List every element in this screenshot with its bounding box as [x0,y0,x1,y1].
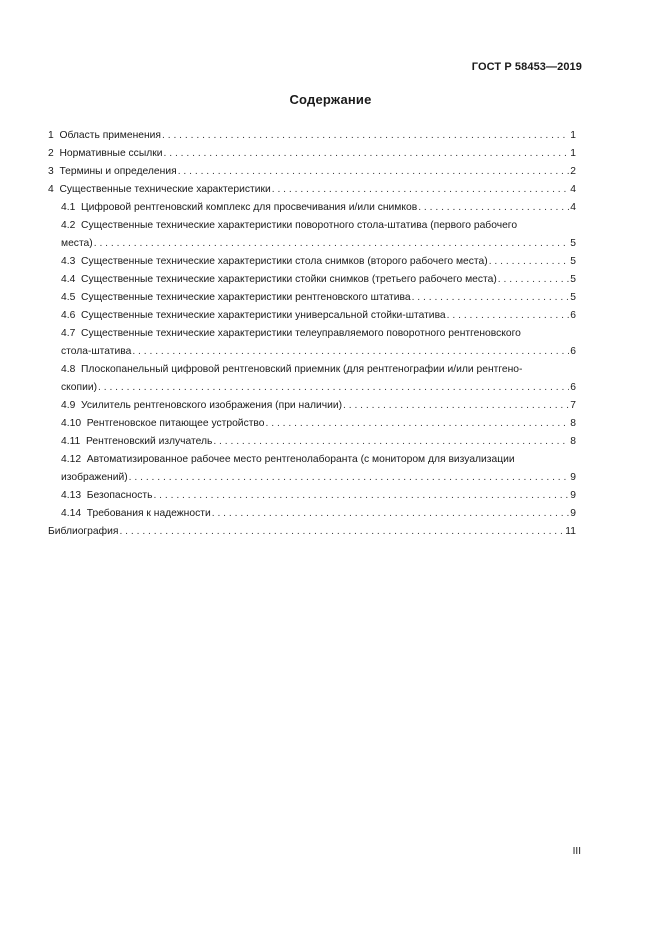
toc-entry-text: скопии) [61,382,98,393]
leader-dots [213,433,569,451]
toc-entry-page: 6 [570,382,576,393]
leader-dots [98,379,569,397]
toc-entry-text: 4.5 Существенные технические характеристики рентгеновского штатива [61,292,411,303]
leader-dots [212,505,570,523]
toc-entry-text: 4 Существенные технические характеристики [48,184,271,195]
leader-dots [132,343,569,361]
leader-dots [153,487,569,505]
leader-dots [498,271,569,289]
toc-entry-text: 1 Область применения [48,130,162,141]
page-number: III [572,846,581,857]
toc-entry-page: 5 [570,256,576,267]
toc-entry[interactable] [48,199,576,217]
leader-dots [343,397,569,415]
toc-entry-page: 5 [570,274,576,285]
toc-entry-page: 9 [570,508,576,519]
toc-entry-text-first-line: 4.8 Плоскопанельный цифровой рентгеновский приемник (для рентгенографии и/или рентгено- [61,364,523,375]
leader-dots [119,523,564,541]
leader-dots [266,415,570,433]
toc-entry-text: 4.11 Рентгеновский излучатель [61,436,213,447]
standard-code: ГОСТ Р 58453—2019 [471,61,582,73]
toc-entry-text: 4.4 Существенные технические характеристики стойки снимков (третьего рабочего места) [61,274,497,285]
toc-entry[interactable] [48,289,576,307]
toc-entry-page: 8 [570,436,576,447]
toc-entry-text: 4.6 Существенные технические характеристики универсальной стойки-штатива [61,310,446,321]
toc-entry[interactable] [48,217,576,253]
toc-entry[interactable] [48,451,576,487]
toc-entry-text: 4.9 Усилитель рентгеновского изображения (при наличии) [61,400,342,411]
toc-entry-text: 3 Термины и определения [48,166,177,177]
toc-entry-text: изображений) [61,472,128,483]
toc-entry[interactable] [48,181,576,199]
toc-entry-page: 2 [570,166,576,177]
toc-entry[interactable] [48,163,576,181]
toc-entry-page: 4 [570,184,576,195]
toc-entry-text: 2 Нормативные ссылки [48,148,163,159]
toc-entry-page: 9 [570,472,576,483]
toc-entry-page: 4 [570,202,576,213]
toc-entry[interactable] [48,523,576,541]
toc-entry-text: 4.13 Безопасность [61,490,153,501]
toc-entry-text: 4.10 Рентгеновское питающее устройство [61,418,265,429]
toc-entry[interactable] [48,361,576,397]
toc-entry-page: 1 [570,148,576,159]
toc-entry[interactable] [48,127,576,145]
toc-entry[interactable] [48,415,576,433]
toc-entry-text-first-line: 4.2 Существенные технические характеристики поворотного стола-штатива (первого рабочего [61,220,518,231]
toc-entry-page: 6 [570,310,576,321]
leader-dots [489,253,570,271]
toc-entry[interactable] [48,253,576,271]
toc-entry-text: 4.1 Цифровой рентгеновский комплекс для просвечивания и/или снимков [61,202,418,213]
toc-entry-page: 5 [570,238,576,249]
toc-entry-text: 4.14 Требования к надежности [61,508,211,519]
toc-entry-page: 8 [570,418,576,429]
toc-entry-text: Библиография [48,526,119,537]
leader-dots [447,307,570,325]
toc-entry[interactable] [48,505,576,523]
toc-entry-text: места) [61,238,93,249]
toc-entry-page: 6 [570,346,576,357]
leader-dots [94,235,570,253]
toc-entry-page: 5 [570,292,576,303]
toc-entry[interactable] [48,271,576,289]
toc-entry-page: 11 [565,526,576,537]
leader-dots [412,289,570,307]
toc-entry-page: 7 [570,400,576,411]
toc-entry-text: 4.3 Существенные технические характеристики стола снимков (второго рабочего места) [61,256,488,267]
leader-dots [272,181,570,199]
toc-entry[interactable] [48,307,576,325]
toc-entry-text-first-line: 4.7 Существенные технические характеристики телеуправляемого поворотного рентгеновского [61,328,521,339]
table-of-contents [48,127,576,541]
toc-entry[interactable] [48,487,576,505]
toc-entry[interactable] [48,325,576,361]
toc-entry-text-first-line: 4.12 Автоматизированное рабочее место рентгенолаборанта (с монитором для визуализации [61,454,515,465]
toc-entry-page: 1 [570,130,576,141]
toc-entry-page: 9 [570,490,576,501]
toc-entry[interactable] [48,433,576,451]
toc-entry[interactable] [48,145,576,163]
leader-dots [129,469,570,487]
leader-dots [164,145,570,163]
toc-title: Содержание [289,92,372,107]
toc-entry-text: стола-штатива [61,346,132,357]
leader-dots [162,127,569,145]
toc-entry[interactable] [48,397,576,415]
leader-dots [178,163,570,181]
leader-dots [418,199,569,217]
